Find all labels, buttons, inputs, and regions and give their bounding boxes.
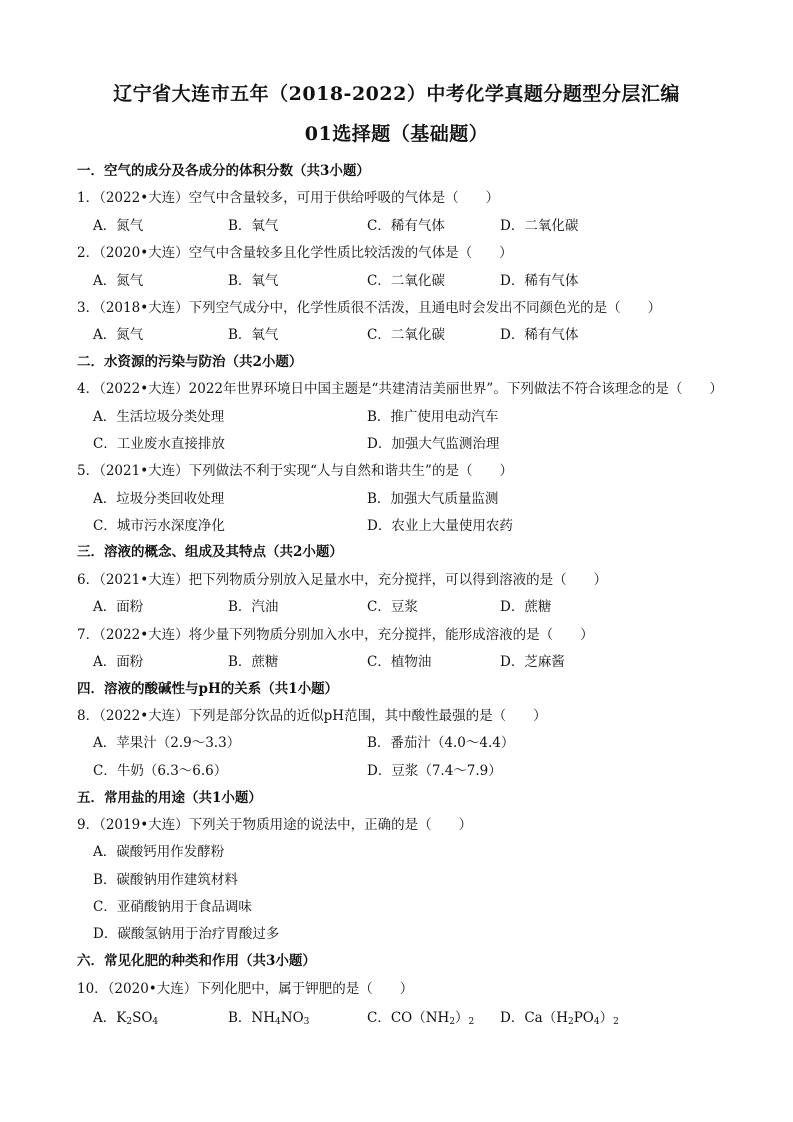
option-d: D．$Ca(H_2PO_4)_2$ (500, 1010, 619, 1027)
option-b: B．碳酸钠用作建筑材料 (93, 872, 238, 888)
option-d: D．加强大气监测治理 (367, 436, 500, 452)
section-heading: 六．常见化肥的种类和作用（共3小题） (77, 953, 316, 969)
option-a: A．生活垃圾分类处理 (93, 409, 225, 425)
option-d: D．碳酸氢钠用于治疗胃酸过多 (93, 926, 280, 942)
option-c: C．工业废水直接排放 (93, 436, 225, 452)
question-stem: 3．（2018•大连）下列空气成分中，化学性质很不活泼，且通电时会发出不同颜色光的是（ ） (77, 300, 662, 316)
question-stem: 7．（2022•大连）将少量下列物质分别加入水中，充分搅拌，能形成溶液的是（ ） (77, 627, 594, 643)
option-c: C．豆浆 (367, 599, 418, 615)
option-c: C．二氧化碳 (367, 327, 445, 343)
option-a: A．氮气 (93, 218, 144, 234)
document-title: 辽宁省大连市五年（2018-2022）中考化学真题分题型分层汇编 (113, 83, 680, 105)
question-stem: 2．（2020•大连）空气中含量较多且化学性质比较活泼的气体是（ ） (77, 245, 513, 261)
option-c: C．$CO(NH_2)_2$ (367, 1010, 475, 1027)
option-a: A．氮气 (93, 327, 144, 343)
option-b: B．番茄汁（4.0～4.4） (367, 735, 515, 751)
option-b: B．氧气 (228, 218, 279, 234)
option-d: D．农业上大量使用农药 (367, 518, 513, 534)
option-a: A．$K_2SO_4$ (93, 1010, 159, 1027)
option-a: A．垃圾分类回收处理 (93, 491, 225, 507)
option-b: B．$NH_4NO_3$ (228, 1010, 310, 1027)
document-subtitle: 01选择题（基础题） (304, 123, 489, 145)
option-d: D．二氧化碳 (500, 218, 579, 234)
option-a: A．氮气 (93, 273, 144, 289)
option-b: B．加强大气质量监测 (367, 491, 499, 507)
option-c: C．亚硝酸钠用于食品调味 (93, 899, 252, 915)
option-d: D．芝麻酱 (500, 654, 565, 670)
option-b: B．氧气 (228, 327, 279, 343)
section-heading: 二．水资源的污染与防治（共2小题） (77, 354, 303, 370)
question-stem: 5．（2021•大连）下列做法不利于实现“人与自然和谐共生”的是（ ） (77, 463, 513, 479)
section-heading: 一．空气的成分及各成分的体积分数（共3小题） (77, 163, 370, 179)
question-stem: 10．（2020•大连）下列化肥中，属于钾肥的是（ ） (77, 981, 414, 997)
question-stem: 8．（2022•大连）下列是部分饮品的近似pH范围，其中酸性最强的是（ ） (77, 708, 547, 724)
option-a: A．面粉 (93, 654, 144, 670)
question-stem: 6．（2021•大连）把下列物质分别放入足量水中，充分搅拌，可以得到溶液的是（ ） (77, 572, 608, 588)
option-d: D．豆浆（7.4～7.9） (367, 763, 502, 779)
option-b: B．蔗糖 (228, 654, 279, 670)
option-d: D．稀有气体 (500, 273, 579, 289)
section-heading: 三．溶液的概念、组成及其特点（共2小题） (77, 544, 343, 560)
option-c: C．稀有气体 (367, 218, 445, 234)
question-stem: 1．（2022•大连）空气中含量较多，可用于供给呼吸的气体是（ ） (77, 190, 500, 206)
section-heading: 四．溶液的酸碱性与pH的关系（共1小题） (77, 681, 339, 697)
question-stem: 4．（2022•大连）2022年世界环境日中国主题是“共建清洁美丽世界”。下列做法不符合该理念的是（ ） (77, 381, 723, 397)
option-d: D．蔗糖 (500, 599, 552, 615)
option-c: C．植物油 (367, 654, 432, 670)
option-b: B．氧气 (228, 273, 279, 289)
option-b: B．推广使用电动汽车 (367, 409, 499, 425)
section-heading: 五．常用盐的用途（共1小题） (77, 790, 262, 806)
option-a: A．苹果汁（2.9～3.3） (93, 735, 241, 751)
option-c: C．牛奶（6.3～6.6） (93, 763, 228, 779)
option-c: C．城市污水深度净化 (93, 518, 225, 534)
question-stem: 9．（2019•大连）下列关于物质用途的说法中，正确的是（ ） (77, 817, 473, 833)
option-c: C．二氧化碳 (367, 273, 445, 289)
option-d: D．稀有气体 (500, 327, 579, 343)
option-a: A．碳酸钙用作发酵粉 (93, 844, 225, 860)
option-b: B．汽油 (228, 599, 279, 615)
option-a: A．面粉 (93, 599, 144, 615)
